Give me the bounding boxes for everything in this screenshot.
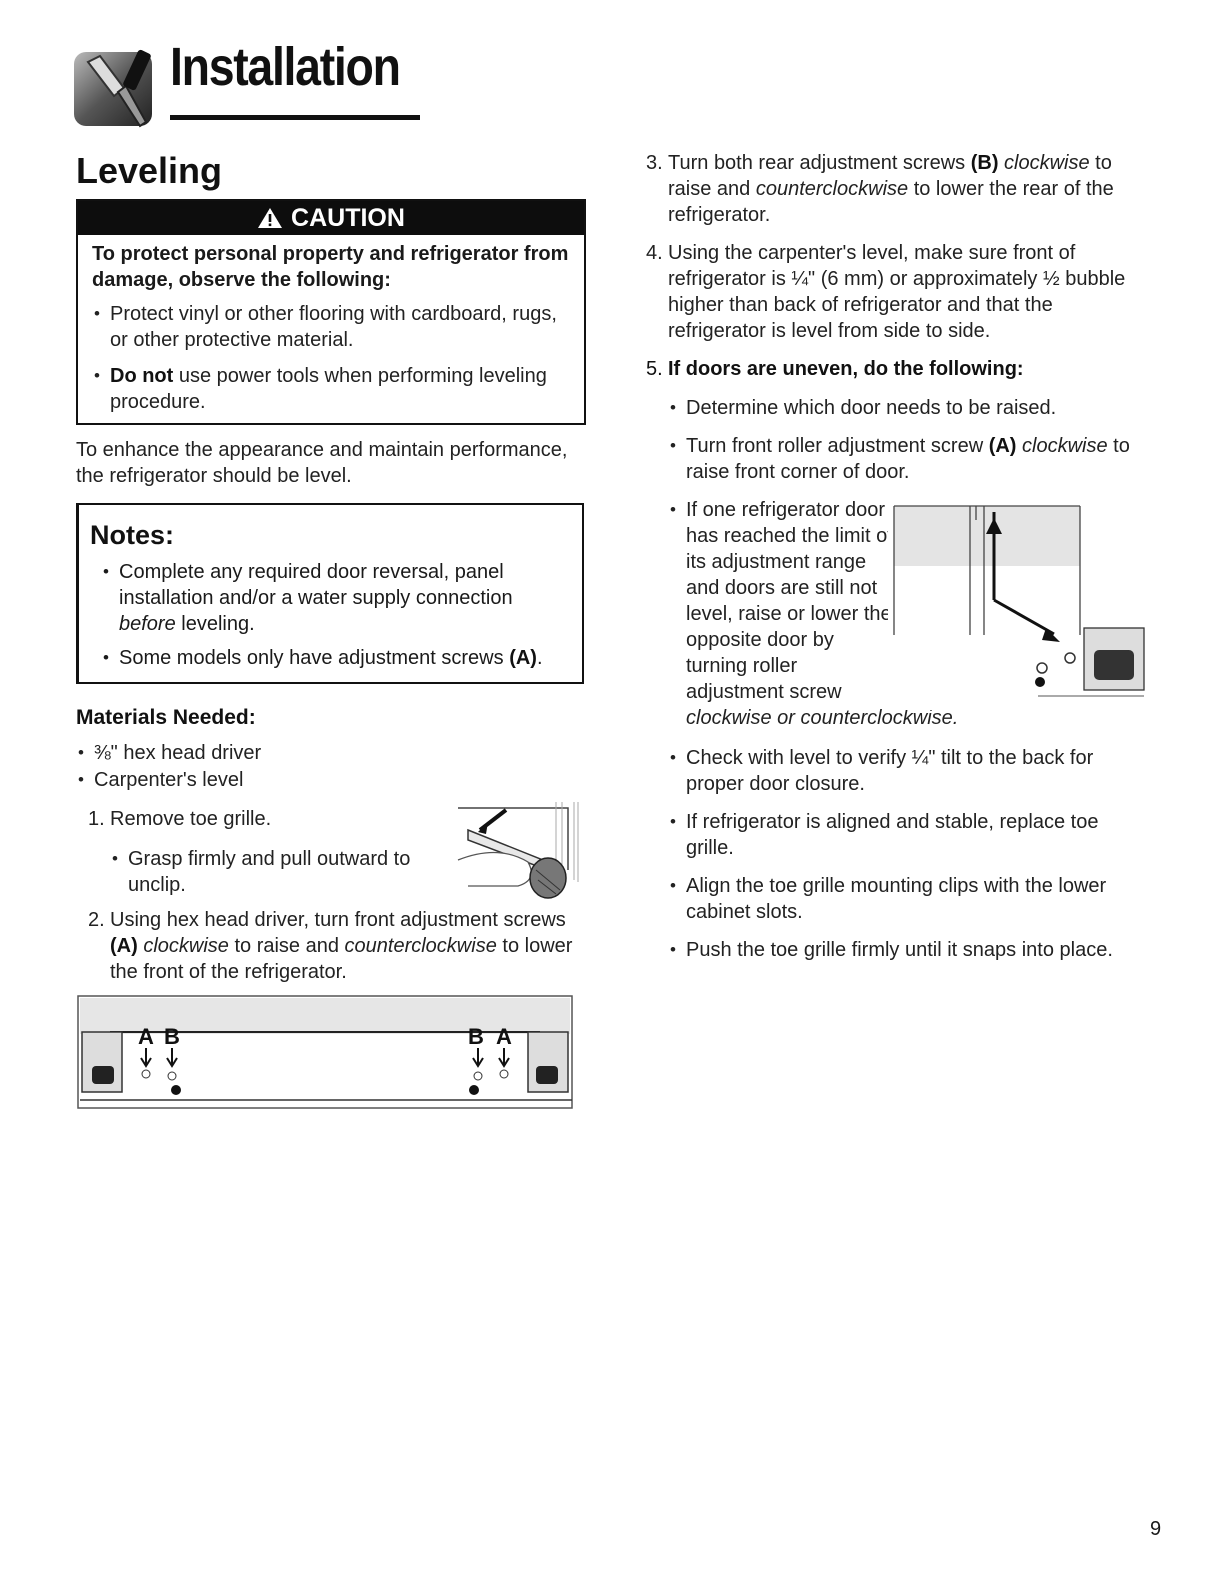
adjustment-screws-figure [76, 992, 576, 1112]
step-1-sub: • Grasp firmly and pull outward to unclip. [110, 846, 418, 898]
door-sub-item: • If one refrigerator door has reached the limit of its adjustment range and doors are still not level, raise or lower the opposite door by turning roller adjustment screw [668, 497, 898, 705]
figure-label-b: B [164, 1024, 180, 1049]
materials-heading: Materials Needed: [76, 706, 256, 729]
toe-grille-removal-figure [428, 800, 598, 902]
notes-item: • Some models only have adjustment screws (A). [101, 645, 570, 671]
step-3: 3. Turn both rear adjustment screws (B) clockwise to raise and counterclockwise to lower the rear of the refrigerator. [646, 152, 1114, 226]
door-sub-item-italic: clockwise or counterclockwise. [686, 707, 959, 729]
warning-triangle-icon [257, 207, 283, 229]
page-number: 9 [1150, 1518, 1162, 1540]
step-4: 4. Using the carpenter's level, make sure front of refrigerator is ¼" (6 mm) or approximately ½ bubble higher than back of refrigerator and that the refrigerator is level from side to side. [646, 242, 1126, 342]
door-sub-item: • Turn front roller adjustment screw (A) clockwise to raise front corner of door. [668, 433, 1148, 485]
door-sub-item: • Check with level to verify ¼" tilt to the back for proper door closure. [668, 745, 1148, 797]
figure-label-a: A [138, 1024, 154, 1049]
caution-lead: To protect personal property and refrigerator from damage, observe the following: [92, 243, 569, 291]
door-sub-item: • Align the toe grille mounting clips with the lower cabinet slots. [668, 873, 1148, 925]
section-title: Leveling [76, 150, 223, 191]
door-sub-item: • If refrigerator is aligned and stable, replace toe grille. [668, 809, 1148, 861]
caution-item: • Protect vinyl or other flooring with cardboard, rugs, or other protective material. [92, 301, 570, 353]
door-sub-item: • Determine which door needs to be raised. [668, 395, 1148, 421]
header-title: Installation [170, 37, 400, 97]
caution-bar [78, 201, 584, 235]
figure-label-a: A [496, 1024, 512, 1049]
materials-item: • ⅜" hex head driver [76, 740, 576, 766]
step-1: 1. Remove toe grille. [88, 808, 272, 830]
notes-item: • Complete any required door reversal, panel installation and/or a water supply connection before leveling. [101, 559, 570, 637]
caution-item: • Do not use power tools when performing leveling procedure. [92, 363, 570, 415]
door-sub-item: • Push the toe grille firmly until it snaps into place. [668, 937, 1148, 963]
caution-label: CAUTION [291, 203, 405, 232]
intro-paragraph: To enhance the appearance and maintain performance, the refrigerator should be level. [76, 439, 568, 487]
wrench-screwdriver-icon [74, 44, 156, 130]
header-rule [170, 115, 420, 120]
step-5: 5. If doors are uneven, do the following: [646, 358, 1024, 380]
caution-box [76, 199, 586, 425]
step-2: 2. Using hex head driver, turn front adjustment screws (A) clockwise to raise and counterclockwise to lower the front of the refrigerator. [88, 909, 573, 983]
materials-item: • Carpenter's level [76, 767, 576, 793]
figure-label-b: B [468, 1024, 484, 1049]
door-roller-adjustment-figure [888, 500, 1148, 710]
notes-title: Notes: [90, 520, 175, 550]
notes-box [76, 503, 584, 684]
